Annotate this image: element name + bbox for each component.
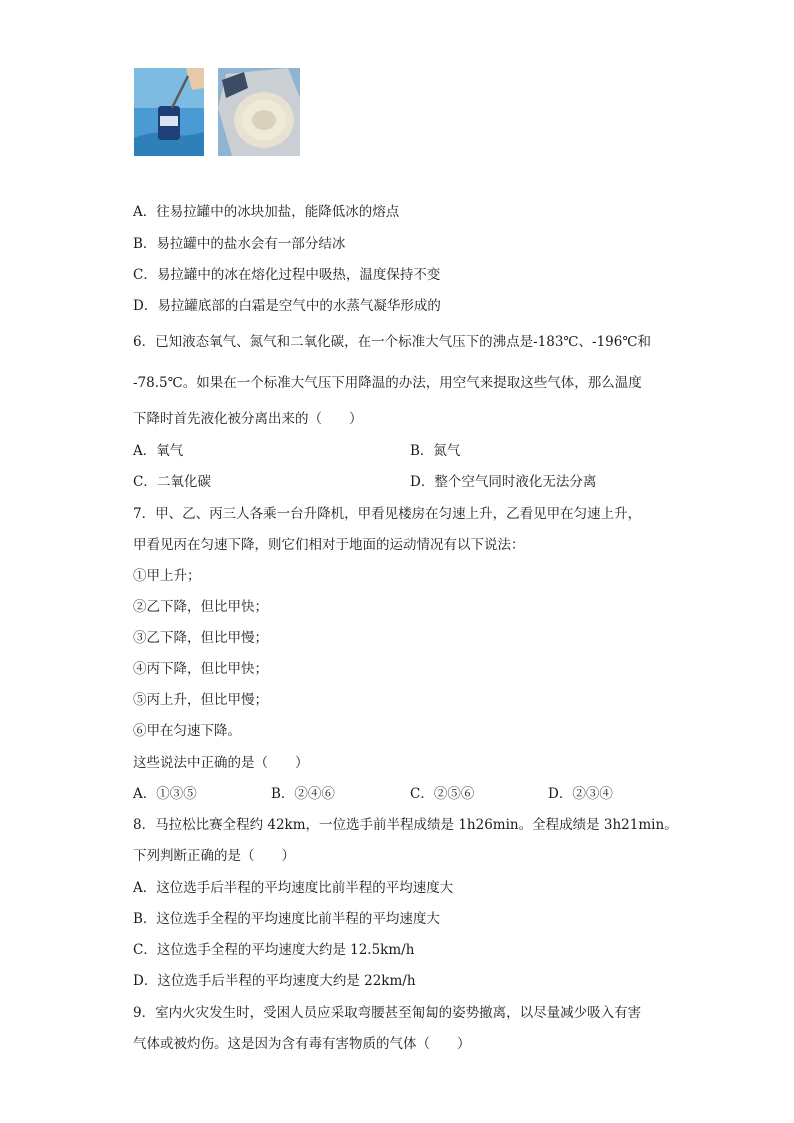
q6-stem-line-1: 6．已知液态氧气、氮气和二氧化碳，在一个标准大气压下的沸点是-183℃、-196℃和	[133, 334, 651, 350]
q7-question: 这些说法中正确的是（ ）	[133, 755, 309, 771]
q8-option-d: D．这位选手后半程的平均速度大约是 22km/h	[133, 973, 416, 989]
q9-stem-line-1: 9．室内火灾发生时，受困人员应采取弯腰甚至匍匐的姿势撤离，以尽量减少吸入有害	[133, 1005, 642, 1021]
q7-statement-1: ①甲上升；	[133, 568, 201, 584]
q7-stem-line-1: 7．甲、乙、丙三人各乘一台升降机，甲看见楼房在匀速上升，乙看见甲在匀速上升，	[133, 506, 642, 522]
q7-stem-line-2: 甲看见丙在匀速下降，则它们相对于地面的运动情况有以下说法：	[133, 537, 525, 553]
q6-option-a: A．氧气	[133, 443, 184, 459]
frosted-can-bottom-photo	[218, 68, 300, 156]
q6-option-b: B．氮气	[410, 443, 461, 459]
q9-stem-line-2: 气体或被灼伤。这是因为含有毒有害物质的气体（ ）	[133, 1036, 471, 1052]
q8-option-b: B．这位选手全程的平均速度比前半程的平均速度大	[133, 911, 440, 927]
q6-option-d: D．整个空气同时液化无法分离	[410, 474, 597, 490]
q5-option-a: A．往易拉罐中的冰块加盐，能降低冰的熔点	[133, 204, 400, 220]
q5-option-b: B．易拉罐中的盐水会有一部分结冰	[133, 236, 346, 252]
q5-option-c: C．易拉罐中的冰在熔化过程中吸热，温度保持不变	[133, 267, 441, 283]
q7-option-c: C．②⑤⑥	[410, 786, 475, 802]
can-on-towel-photo	[134, 68, 204, 156]
q7-statement-2: ②乙下降，但比甲快；	[133, 599, 268, 615]
q8-stem-line-1: 8．马拉松比赛全程约 42km，一位选手前半程成绩是 1h26min。全程成绩是 3h21min。	[133, 817, 678, 833]
q7-option-b: B．②④⑥	[271, 786, 335, 802]
q8-option-a: A．这位选手后半程的平均速度比前半程的平均速度大	[133, 880, 454, 896]
q6-stem-line-2: -78.5℃。如果在一个标准大气压下用降温的办法，用空气来提取这些气体，那么温度	[133, 375, 642, 391]
q5-option-d: D．易拉罐底部的白霜是空气中的水蒸气凝华形成的	[133, 298, 441, 314]
q7-option-d: D．②③④	[548, 786, 613, 802]
q6-option-c: C．二氧化碳	[133, 474, 211, 490]
q7-statement-6: ⑥甲在匀速下降。	[133, 723, 241, 739]
q8-stem-line-2: 下列判断正确的是（ ）	[133, 848, 295, 864]
q8-option-c: C．这位选手全程的平均速度大约是 12.5km/h	[133, 942, 415, 958]
q7-statement-5: ⑤丙上升，但比甲慢；	[133, 692, 268, 708]
q7-statement-4: ④丙下降，但比甲快；	[133, 661, 268, 677]
q7-statement-3: ③乙下降，但比甲慢；	[133, 630, 268, 646]
q7-option-a: A．①③⑤	[133, 786, 197, 802]
q6-stem-line-3: 下降时首先液化被分离出来的（ ）	[133, 411, 363, 427]
